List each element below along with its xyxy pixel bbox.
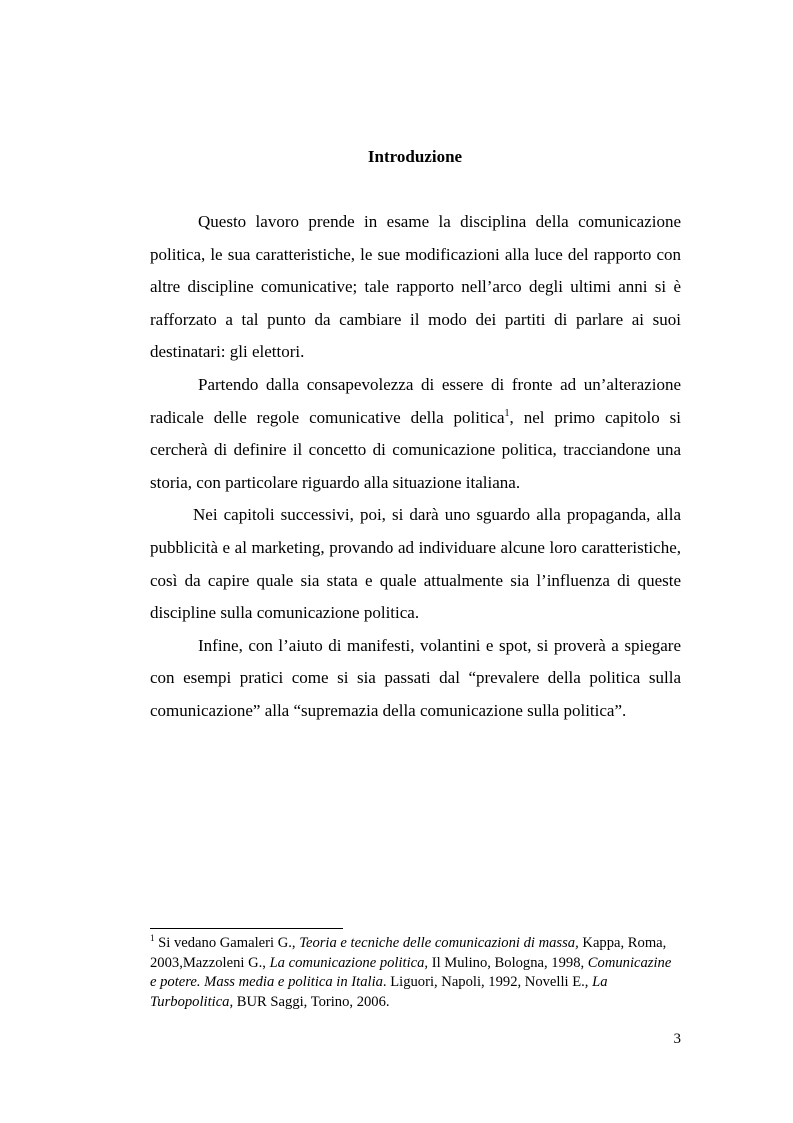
paragraph-4: Infine, con l’aiuto di manifesti, volantini e spot, si proverà a spiegare con esempi pratici come si sia passati dal “prevalere della politica sulla comunicazione” alla “supremazia della comunicazione sulla politica”.	[150, 635, 681, 720]
footnote-reference: 1	[504, 407, 510, 419]
footnote-text: Si vedano Gamaleri G.,	[158, 935, 300, 951]
footnote-citation-title: La Turbopolitica,	[150, 974, 608, 1010]
footnote-citation-title: Teoria e tecniche delle comunicazioni di massa,	[299, 935, 579, 951]
paragraph-3: Nei capitoli successivi, poi, si darà uno sguardo alla propaganda, alla pubblicità e al marketing, provando ad individuare alcune loro caratteristiche, così da capire quale sia stata e quale attualmente sia l’influenza di queste discipline sulla comunicazione politica.	[150, 505, 681, 623]
footnote-text: . Liguori, Napoli, 1992, Novelli E.,	[382, 974, 593, 991]
page-title: Introduzione	[367, 147, 463, 166]
footnote-divider	[150, 928, 343, 929]
paragraph-2-text-end: , nel primo capitolo si cercherà di definire il concetto di comunicazione politica, tracciandone una storia, con particolare riguardo alla situazione italiana.	[150, 407, 681, 492]
page-number: 3	[673, 1031, 681, 1047]
paragraph-2	[150, 369, 681, 499]
footnote-citation-title: Comunicazine e potere. Mass media e politica in Italia	[150, 954, 672, 991]
paragraph-2-text-start: Partendo dalla consapevolezza di essere di fronte ad un’alterazione radicale delle regole comunicative della politica	[150, 374, 681, 427]
body-text	[150, 206, 681, 728]
footnote-text: BUR Saggi, Torino, 2006.	[233, 993, 390, 1010]
footnote-text: Kappa, Roma, 2003,Mazzoleni G.,	[150, 935, 667, 971]
footnote-number: 1	[150, 933, 155, 943]
paragraph-1: Questo lavoro prende in esame la disciplina della comunicazione politica, le sua caratteristiche, le sue modificazioni alla luce del rapporto con altre discipline comunicative; tale rapporto nell’arco degli ultimi anni si è rafforzato a tal punto da cambiare il modo dei partiti di parlare ai suoi destinatari: gli elettori.	[150, 212, 681, 362]
footnote-text: Il Mulino, Bologna, 1998,	[428, 954, 588, 971]
footnote	[150, 934, 681, 1012]
footnote-citation-title: La comunicazione politica,	[269, 954, 429, 971]
